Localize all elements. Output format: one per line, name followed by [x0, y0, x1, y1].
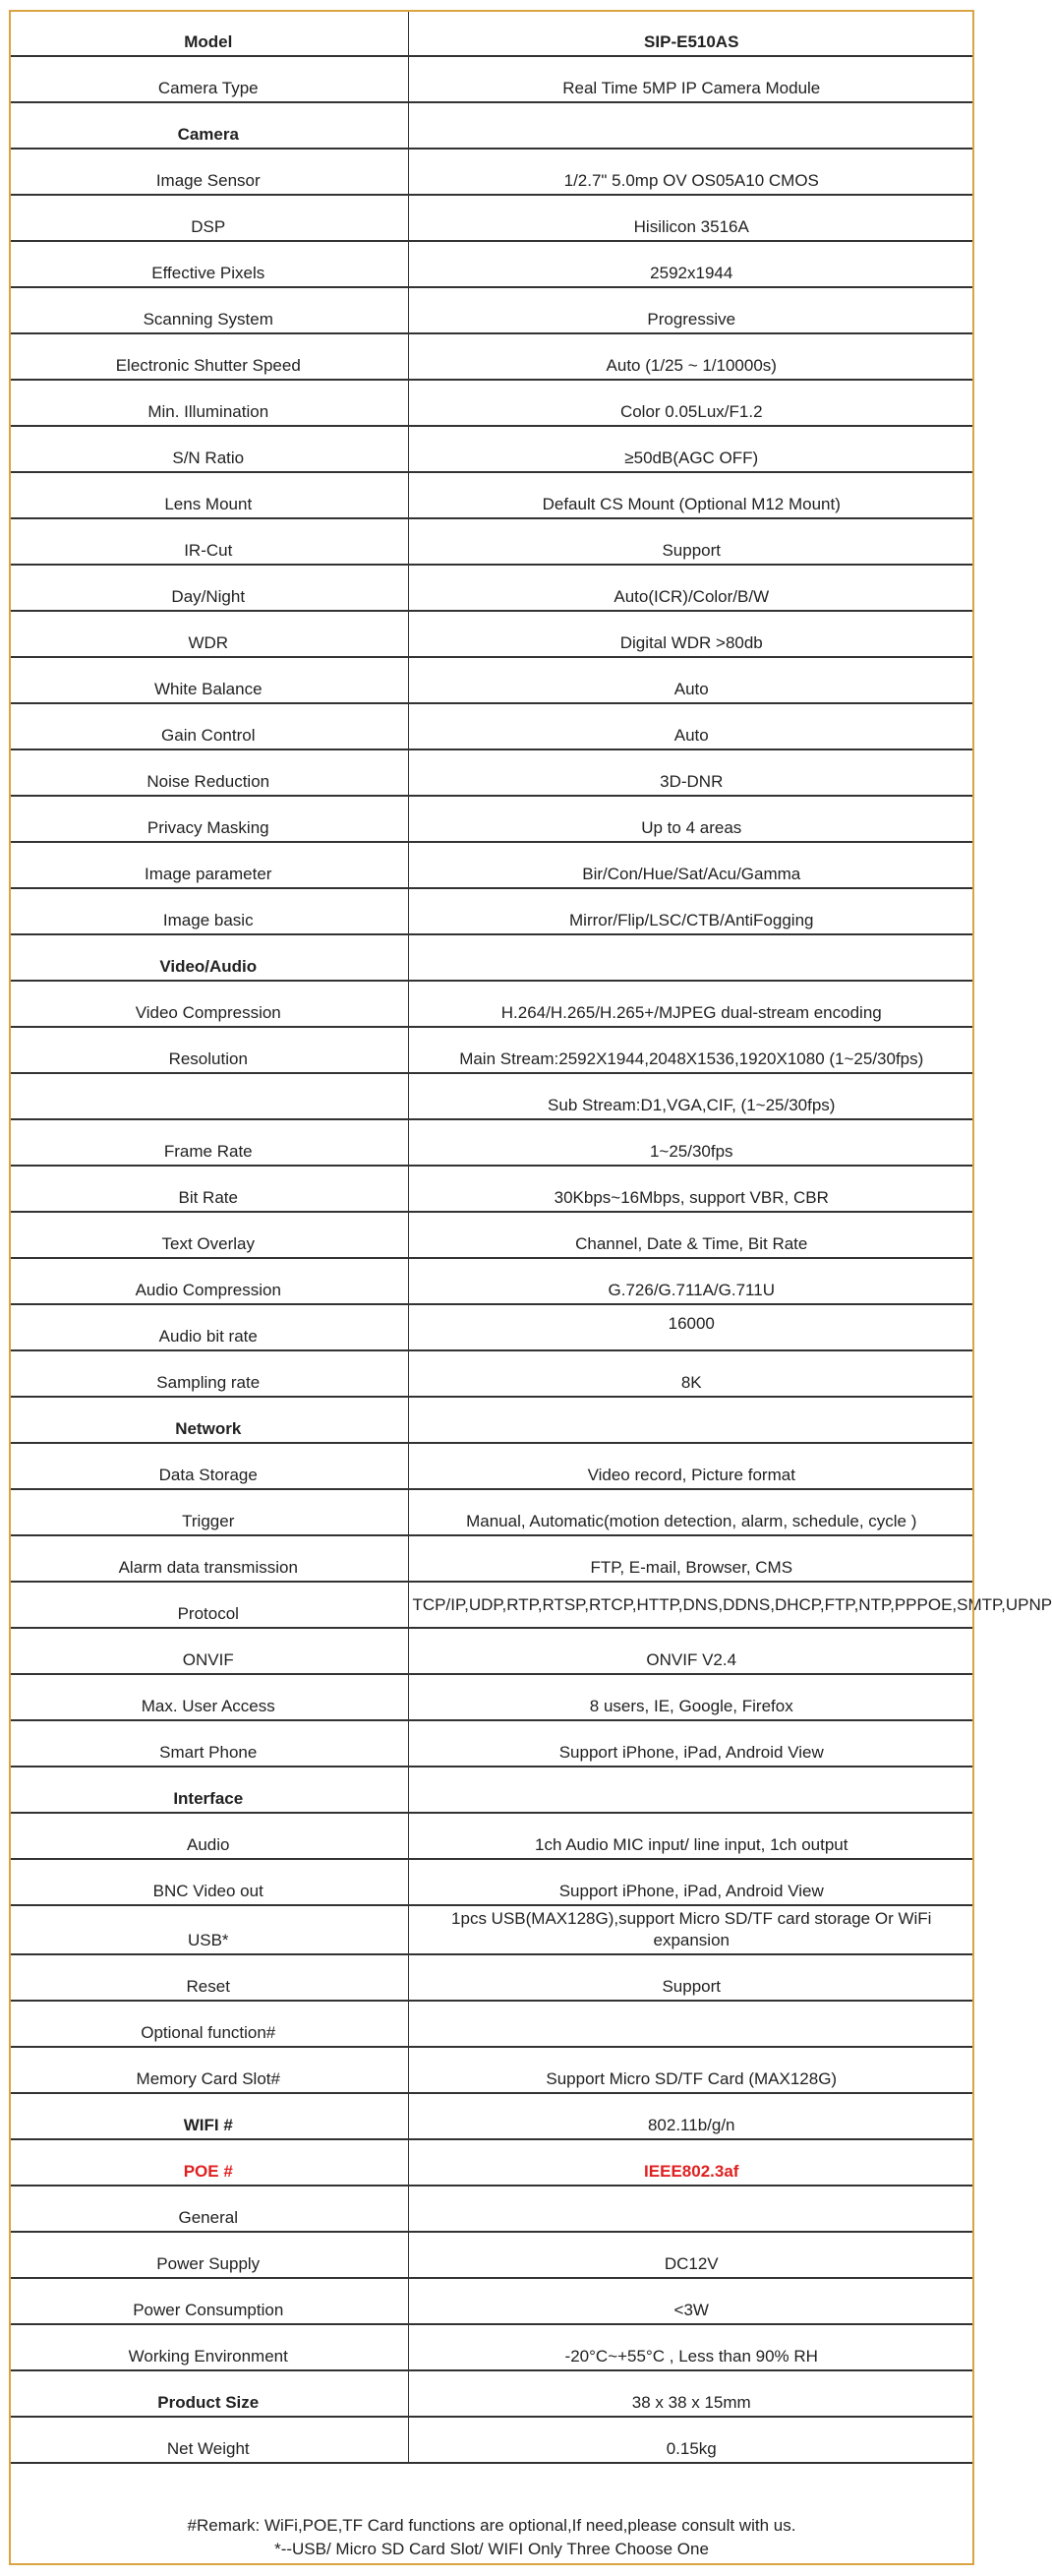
spec-label: Power Consumption	[9, 2278, 408, 2324]
spec-value: SIP-E510AS	[408, 10, 974, 56]
spec-label: Net Weight	[9, 2417, 408, 2463]
spec-value: Support	[408, 1954, 974, 2001]
spec-value: Main Stream:2592X1944,2048X1536,1920X1080 (1~25/30fps)	[408, 1027, 974, 1073]
spec-value: 1pcs USB(MAX128G),support Micro SD/TF card storage Or WiFi expansion	[408, 1905, 974, 1954]
spec-label: Audio Compression	[9, 1258, 408, 1304]
spec-label: Smart Phone	[9, 1720, 408, 1767]
spec-label: Effective Pixels	[9, 241, 408, 287]
spec-row	[9, 333, 974, 380]
spec-row	[9, 1859, 974, 1905]
spec-row	[9, 1166, 974, 1212]
spec-label: Camera	[9, 102, 408, 149]
spec-row	[9, 10, 974, 56]
spec-label: Video/Audio	[9, 934, 408, 981]
spec-row	[9, 380, 974, 426]
spec-value: Digital WDR >80db	[408, 611, 974, 657]
spec-value: Support iPhone, iPad, Android View	[408, 1859, 974, 1905]
spec-row	[9, 1443, 974, 1489]
spec-label: Image parameter	[9, 842, 408, 888]
remark-row	[9, 2463, 974, 2567]
spec-value: 8K	[408, 1350, 974, 1397]
spec-value: 1~25/30fps	[408, 1119, 974, 1166]
spec-value: Channel, Date & Time, Bit Rate	[408, 1212, 974, 1258]
spec-row	[9, 2232, 974, 2278]
spec-value: Video record, Picture format	[408, 1443, 974, 1489]
spec-row	[9, 1628, 974, 1674]
spec-row	[9, 195, 974, 241]
spec-label: Audio	[9, 1813, 408, 1859]
spec-value: Mirror/Flip/LSC/CTB/AntiFogging	[408, 888, 974, 934]
spec-row	[9, 1304, 974, 1350]
spec-row	[9, 1582, 974, 1628]
spec-row	[9, 981, 974, 1027]
spec-row	[9, 1905, 974, 1954]
spec-value: G.726/G.711A/G.711U	[408, 1258, 974, 1304]
spec-value	[408, 2186, 974, 2232]
spec-value: Auto	[408, 657, 974, 703]
spec-row	[9, 1954, 974, 2001]
spec-value	[408, 934, 974, 981]
spec-label: Product Size	[9, 2370, 408, 2417]
spec-row	[9, 842, 974, 888]
spec-label: Image basic	[9, 888, 408, 934]
spec-value: Bir/Con/Hue/Sat/Acu/Gamma	[408, 842, 974, 888]
spec-value: Sub Stream:D1,VGA,CIF, (1~25/30fps)	[408, 1073, 974, 1119]
spec-label: Optional function#	[9, 2001, 408, 2047]
spec-label: Privacy Masking	[9, 796, 408, 842]
spec-label: Scanning System	[9, 287, 408, 333]
spec-label: Lens Mount	[9, 472, 408, 518]
remark-line-2: *--USB/ Micro SD Card Slot/ WIFI Only Three Choose One	[274, 2540, 709, 2558]
spec-label: Model	[9, 10, 408, 56]
spec-row	[9, 934, 974, 981]
spec-row	[9, 518, 974, 565]
spec-row	[9, 2139, 974, 2186]
spec-value: Default CS Mount (Optional M12 Mount)	[408, 472, 974, 518]
spec-label: BNC Video out	[9, 1859, 408, 1905]
spec-label: Gain Control	[9, 703, 408, 749]
spec-row	[9, 2370, 974, 2417]
spec-row	[9, 796, 974, 842]
spec-value: 2592x1944	[408, 241, 974, 287]
spec-label	[9, 1073, 408, 1119]
spec-label: WDR	[9, 611, 408, 657]
spec-label: Day/Night	[9, 565, 408, 611]
spec-label: Max. User Access	[9, 1674, 408, 1720]
spec-label: USB*	[9, 1905, 408, 1954]
spec-label: Audio bit rate	[9, 1304, 408, 1350]
spec-value: H.264/H.265/H.265+/MJPEG dual-stream encoding	[408, 981, 974, 1027]
spec-row	[9, 2324, 974, 2370]
spec-label: Bit Rate	[9, 1166, 408, 1212]
spec-value: Auto (1/25 ~ 1/10000s)	[408, 333, 974, 380]
spec-row	[9, 1767, 974, 1813]
spec-row	[9, 1350, 974, 1397]
spec-label: Min. Illumination	[9, 380, 408, 426]
spec-label: Resolution	[9, 1027, 408, 1073]
spec-row	[9, 888, 974, 934]
spec-row	[9, 1813, 974, 1859]
spec-row	[9, 657, 974, 703]
spec-value: Auto(ICR)/Color/B/W	[408, 565, 974, 611]
spec-row	[9, 56, 974, 102]
spec-value: Hisilicon 3516A	[408, 195, 974, 241]
spec-value: Auto	[408, 703, 974, 749]
spec-row	[9, 287, 974, 333]
spec-value	[408, 2001, 974, 2047]
spec-value: Real Time 5MP IP Camera Module	[408, 56, 974, 102]
spec-label: Noise Reduction	[9, 749, 408, 796]
spec-value: <3W	[408, 2278, 974, 2324]
spec-label: Network	[9, 1397, 408, 1443]
spec-label: Interface	[9, 1767, 408, 1813]
spec-value: FTP, E-mail, Browser, CMS	[408, 1535, 974, 1582]
spec-label: White Balance	[9, 657, 408, 703]
spec-table	[9, 10, 1052, 2567]
spec-row	[9, 2001, 974, 2047]
spec-value: ≥50dB(AGC OFF)	[408, 426, 974, 472]
spec-label: Video Compression	[9, 981, 408, 1027]
spec-label: General	[9, 2186, 408, 2232]
spec-label: Alarm data transmission	[9, 1535, 408, 1582]
spec-value: 3D-DNR	[408, 749, 974, 796]
spec-value: Color 0.05Lux/F1.2	[408, 380, 974, 426]
spec-row	[9, 241, 974, 287]
spec-label: Sampling rate	[9, 1350, 408, 1397]
spec-value: -20°C~+55°C , Less than 90% RH	[408, 2324, 974, 2370]
spec-value: Up to 4 areas	[408, 796, 974, 842]
spec-value: Support iPhone, iPad, Android View	[408, 1720, 974, 1767]
spec-value: 8 users, IE, Google, Firefox	[408, 1674, 974, 1720]
spec-value: 1ch Audio MIC input/ line input, 1ch output	[408, 1813, 974, 1859]
spec-row	[9, 2417, 974, 2463]
spec-label: Memory Card Slot#	[9, 2047, 408, 2093]
spec-label: Electronic Shutter Speed	[9, 333, 408, 380]
spec-row	[9, 426, 974, 472]
spec-row	[9, 611, 974, 657]
spec-row	[9, 1027, 974, 1073]
spec-label: POE #	[9, 2139, 408, 2186]
spec-row	[9, 1489, 974, 1535]
spec-row	[9, 102, 974, 149]
spec-value: TCP/IP,UDP,RTP,RTSP,RTCP,HTTP,DNS,DDNS,DHCP,FTP,NTP,PPPOE,SMTP,UPNP	[408, 1582, 974, 1628]
spec-value: 802.11b/g/n	[408, 2093, 974, 2139]
spec-row	[9, 472, 974, 518]
spec-row	[9, 1119, 974, 1166]
spec-value: 16000	[408, 1304, 974, 1350]
spec-row	[9, 1397, 974, 1443]
spec-row	[9, 2047, 974, 2093]
spec-row	[9, 2278, 974, 2324]
spec-label: Text Overlay	[9, 1212, 408, 1258]
spec-value: ONVIF V2.4	[408, 1628, 974, 1674]
spec-value: Support Micro SD/TF Card (MAX128G)	[408, 2047, 974, 2093]
spec-value: 30Kbps~16Mbps, support VBR, CBR	[408, 1166, 974, 1212]
spec-row	[9, 149, 974, 195]
spec-row	[9, 565, 974, 611]
spec-value: Support	[408, 518, 974, 565]
spec-label: IR-Cut	[9, 518, 408, 565]
spec-label: Working Environment	[9, 2324, 408, 2370]
spec-row	[9, 749, 974, 796]
spec-label: Protocol	[9, 1582, 408, 1628]
spec-label: Frame Rate	[9, 1119, 408, 1166]
spec-row	[9, 703, 974, 749]
spec-label: Power Supply	[9, 2232, 408, 2278]
spec-label: Camera Type	[9, 56, 408, 102]
spec-row	[9, 1258, 974, 1304]
spec-row	[9, 1720, 974, 1767]
spec-value: 38 x 38 x 15mm	[408, 2370, 974, 2417]
spec-value: Progressive	[408, 287, 974, 333]
spec-label: S/N Ratio	[9, 426, 408, 472]
spec-label: DSP	[9, 195, 408, 241]
spec-value	[408, 102, 974, 149]
spec-row	[9, 1073, 974, 1119]
spec-label: ONVIF	[9, 1628, 408, 1674]
spec-value: DC12V	[408, 2232, 974, 2278]
spec-value: 0.15kg	[408, 2417, 974, 2463]
spec-label: WIFI #	[9, 2093, 408, 2139]
spec-table-body	[9, 10, 1052, 2463]
spec-row	[9, 2186, 974, 2232]
remark-cell	[9, 2463, 974, 2567]
spec-row	[9, 1535, 974, 1582]
spec-row	[9, 1212, 974, 1258]
remark-line-1: #Remark: WiFi,POE,TF Card functions are optional,If need,please consult with us.	[187, 2516, 796, 2535]
spec-value	[408, 1767, 974, 1813]
spec-value: Manual, Automatic(motion detection, alarm, schedule, cycle )	[408, 1489, 974, 1535]
spec-row	[9, 2093, 974, 2139]
spec-label: Data Storage	[9, 1443, 408, 1489]
spec-label: Reset	[9, 1954, 408, 2001]
spec-value	[408, 1397, 974, 1443]
spec-label: Image Sensor	[9, 149, 408, 195]
spec-label: Trigger	[9, 1489, 408, 1535]
spec-value: 1/2.7" 5.0mp OV OS05A10 CMOS	[408, 149, 974, 195]
spec-value: IEEE802.3af	[408, 2139, 974, 2186]
spec-row	[9, 1674, 974, 1720]
